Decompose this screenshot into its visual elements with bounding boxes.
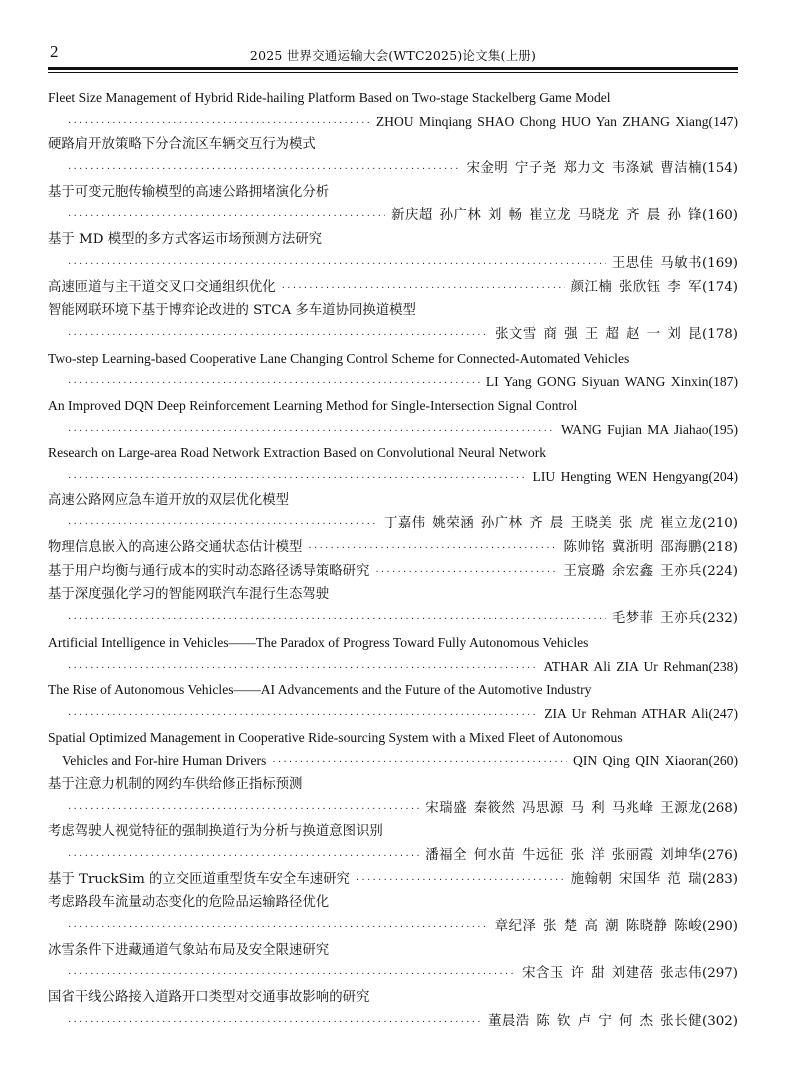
entry-authors: 颜江楠 张欣钰 李 军: [570, 279, 702, 295]
toc-entry[interactable]: [48, 583, 738, 630]
entry-page: (174): [701, 279, 738, 295]
page-number: 2: [50, 42, 59, 61]
entry-title: 基于 TruckSim 的立交匝道重型货车安全车速研究: [48, 871, 350, 887]
entry-authors: ZIA Ur Rehman ATHAR Ali: [544, 705, 709, 721]
entry-page: (276): [701, 848, 738, 863]
toc-entry[interactable]: [48, 536, 738, 560]
entry-title: 智能网联环境下基于博弈论改进的 STCA 多车道协同换道模型: [48, 303, 416, 319]
entry-page: (224): [701, 563, 738, 579]
entry-title: 物理信息嵌入的高速公路交通状态估计模型: [48, 540, 303, 556]
entry-page: (210): [701, 516, 738, 532]
leader-dots: [68, 253, 606, 277]
toc-entry[interactable]: [48, 560, 738, 584]
toc-entry[interactable]: [48, 441, 738, 488]
toc-entry[interactable]: [48, 868, 738, 892]
entry-title: 高速公路网应急车道开放的双层优化模型: [48, 492, 290, 508]
entry-page: (268): [701, 800, 738, 816]
leader-dots: [68, 324, 489, 348]
entry-authors: 王思佳 马敏书: [611, 255, 702, 271]
toc-entry[interactable]: [48, 347, 738, 394]
entry-title: 基于注意力机制的网约车供给修正指标预测: [48, 776, 303, 792]
entry-authors: 潘福全 何水苗 牛远征 张 洋 张丽霞 刘坤华: [425, 848, 702, 863]
entry-page: (178): [701, 326, 738, 342]
toc-entry[interactable]: [48, 891, 738, 938]
entry-page: (218): [701, 540, 738, 556]
entry-page: (238): [708, 658, 738, 674]
entry-authors: 宋含玉 许 甜 刘建蓓 张志伟: [522, 966, 702, 982]
leader-dots: [68, 798, 419, 822]
entry-title: 基于可变元胞传输模型的高速公路拥堵演化分析: [48, 184, 330, 200]
entry-title: 冰雪条件下进藏通道气象站布局及安全限速研究: [48, 942, 330, 958]
entry-authors: 丁嘉伟 姚荣涵 孙广林 齐 晨 王晓美 张 虎 崔立龙: [384, 516, 702, 532]
toc-entry[interactable]: [48, 986, 738, 1033]
entry-title: 考虑路段车流量动态变化的危险品运输路径优化: [48, 895, 330, 911]
leader-dots: [68, 657, 537, 681]
entry-authors: ATHAR Ali ZIA Ur Rehman: [543, 658, 709, 674]
entry-title: Research on Large-area Road Network Extraction Based on Convolutional Neural Network: [48, 445, 547, 461]
leader-dots: [68, 372, 480, 396]
entry-page: (154): [701, 161, 738, 177]
entry-authors: QIN Qing QIN Xiaoran: [573, 753, 709, 769]
leader-dots: [68, 513, 378, 537]
entry-authors: 毛梦菲 王亦兵: [611, 611, 702, 627]
entry-title: 硬路肩开放策略下分合流区车辆交互行为模式: [48, 137, 316, 153]
toc-entry[interactable]: [48, 631, 738, 678]
running-title: 2025 世界交通运输大会(WTC2025)论文集(上册): [249, 48, 537, 63]
leader-dots: [68, 845, 419, 869]
running-header: [48, 42, 738, 66]
leader-dots: [68, 205, 385, 229]
toc-entry[interactable]: [48, 726, 738, 773]
entry-authors: 章纪泽 张 楚 高 潮 陈晓静 陈峻: [494, 919, 702, 935]
entry-title: The Rise of Autonomous Vehicles——AI Advancements and the Future of the Automotive Industry: [48, 682, 592, 698]
toc-entry[interactable]: [48, 276, 738, 300]
toc-entry[interactable]: [48, 181, 738, 228]
entry-page: (204): [708, 469, 738, 484]
leader-dots: [356, 869, 565, 893]
entry-page: (195): [708, 421, 738, 437]
entry-title: Artificial Intelligence in Vehicles——The Paradox of Progress Toward Fully Autonomous Vehicles: [48, 634, 589, 650]
entry-authors: 宋金明 宁子尧 郑力文 韦涤斌 曹洁楠: [466, 161, 702, 177]
entry-authors: 宋瑞盛 秦筱然 冯思源 马 利 马兆峰 王源龙: [425, 800, 702, 816]
toc-entry[interactable]: [48, 228, 738, 275]
leader-dots: [375, 561, 557, 585]
entry-authors: LIU Hengting WEN Hengyang: [532, 469, 709, 484]
leader-dots: [68, 420, 555, 444]
leader-dots: [272, 751, 567, 775]
toc-entry[interactable]: [48, 773, 738, 820]
entry-title: Fleet Size Management of Hybrid Ride-hailing Platform Based on Two-stage Stackelberg Game Model: [48, 90, 611, 105]
entry-page: (187): [708, 374, 738, 390]
entry-title: An Improved DQN Deep Reinforcement Learning Method for Single-Intersection Signal Control: [48, 397, 578, 413]
toc-entry[interactable]: [48, 394, 738, 441]
entry-title: 考虑驾驶人视觉特征的强制换道行为分析与换道意图识别: [48, 824, 383, 840]
entry-title: 基于深度强化学习的智能网联汽车混行生态驾驶: [48, 587, 330, 603]
leader-dots: [68, 158, 461, 182]
header-rule-thick: [48, 67, 738, 70]
entry-page: (232): [701, 611, 738, 627]
entry-title: 基于 MD 模型的多方式客运市场预测方法研究: [48, 232, 322, 248]
entry-page: (283): [701, 871, 738, 887]
entry-title: Spatial Optimized Management in Cooperative Ride-sourcing System with a Mixed Fleet of Autonomous: [48, 729, 623, 745]
table-of-contents: [48, 86, 738, 1034]
leader-dots: [308, 537, 557, 561]
entry-page: (169): [701, 255, 738, 271]
leader-dots: [68, 1011, 482, 1035]
entry-page: (160): [701, 208, 738, 224]
leader-dots: [68, 704, 538, 728]
entry-authors: LI Yang GONG Siyuan WANG Xinxin: [485, 374, 709, 390]
entry-title: 基于用户均衡与通行成本的实时动态路径诱导策略研究: [48, 563, 370, 579]
toc-entry[interactable]: [48, 820, 738, 867]
entry-authors: WANG Fujian MA Jiahao: [560, 421, 709, 437]
entry-title-continued: Vehicles and For-hire Human Drivers: [62, 753, 267, 769]
entry-authors: 王宸璐 余宏鑫 王亦兵: [563, 563, 702, 579]
entry-page: (247): [708, 705, 738, 721]
entry-page: (260): [708, 753, 738, 769]
toc-entry[interactable]: [48, 939, 738, 986]
entry-title: 高速匝道与主干道交叉口交通组织优化: [48, 279, 276, 295]
leader-dots: [68, 608, 606, 632]
entry-page: (290): [701, 919, 738, 935]
toc-entry[interactable]: [48, 489, 738, 536]
entry-page: (302): [701, 1013, 738, 1029]
entry-authors: 董晨浩 陈 钦 卢 宁 何 杰 张长健: [488, 1013, 702, 1029]
entry-authors: 施翰朝 宋国华 范 瑞: [570, 871, 702, 887]
entry-authors: 张文雪 商 强 王 超 赵 一 刘 昆: [495, 326, 702, 342]
leader-dots: [68, 963, 516, 987]
entry-title: Two-step Learning-based Cooperative Lane Changing Control Scheme for Connected-Automated Vehicles: [48, 350, 630, 366]
entry-title: 国省干线公路接入道路开口类型对交通事故影响的研究: [48, 990, 370, 1006]
leader-dots: [68, 112, 370, 136]
leader-dots: [282, 277, 565, 301]
entry-authors: 新庆超 孙广林 刘 畅 崔立龙 马晓龙 齐 晨 孙 锋: [391, 208, 702, 224]
entry-page: (147): [708, 113, 738, 129]
toc-entry[interactable]: [48, 299, 738, 346]
entry-authors: 陈帅铭 冀浙明 邵海鹏: [563, 540, 702, 556]
leader-dots: [68, 467, 527, 491]
toc-entry[interactable]: [48, 133, 738, 180]
leader-dots: [68, 916, 489, 940]
header-rule-thin: [48, 72, 738, 73]
entry-page: (297): [701, 966, 738, 982]
toc-entry[interactable]: [48, 86, 738, 133]
entry-authors: ZHOU Minqiang SHAO Chong HUO Yan ZHANG Xiang: [375, 113, 709, 129]
toc-entry[interactable]: [48, 678, 738, 725]
